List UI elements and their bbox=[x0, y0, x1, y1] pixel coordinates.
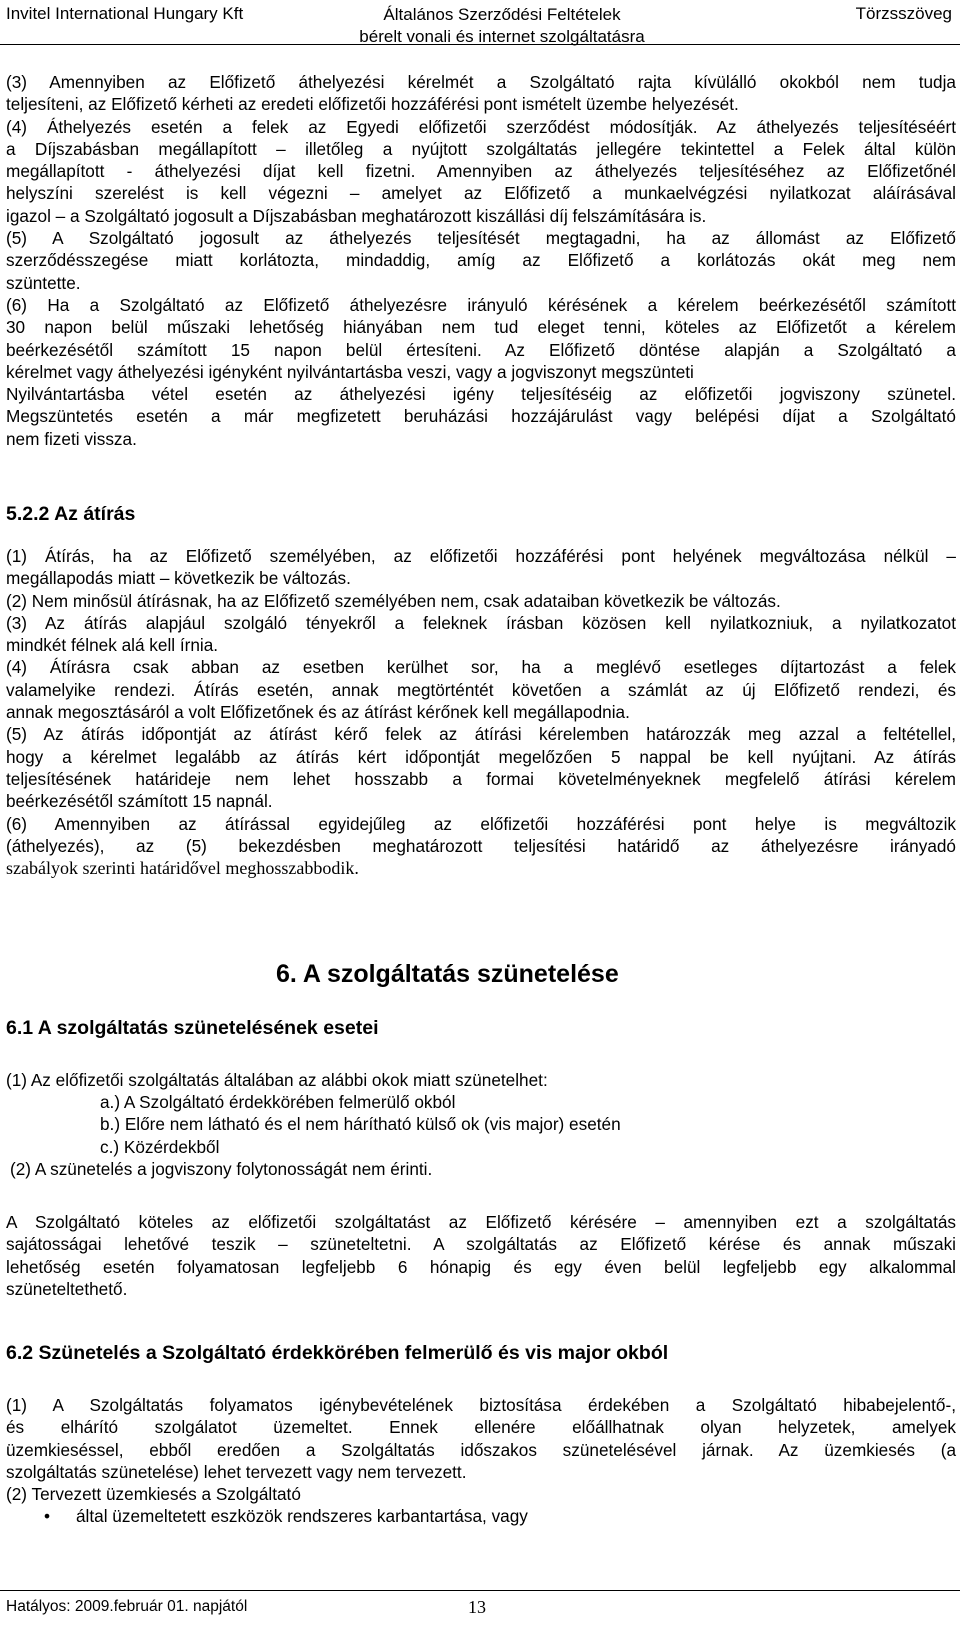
para-6-line: kérelmet vagy áthelyezési igényként nyilvántartásba veszi, vagy a jogviszonyt megszünteti bbox=[6, 361, 694, 382]
section-61-paragraph bbox=[6, 1211, 956, 1300]
para-6-line: Nyilvántartásba vétel esetén az áthelyezési igény teljesítéséig az előfizetői jogviszony szünetel. bbox=[6, 384, 956, 405]
section-522-line: (2) Nem minősül átírásnak, ha az Előfizető személyében nem, csak adataiban következik be változás. bbox=[6, 590, 781, 611]
para-6-line: Megszüntetés esetén a már megfizetett beruházási hozzájárulást vagy belépési díjat a Szolgáltató bbox=[6, 406, 956, 427]
footer-effective-date: Hatályos: 2009.február 01. napjától bbox=[6, 1598, 248, 1615]
para-4-line: a Díjszabásban megállapított – illetőleg a nyújtott szolgáltatás jellegére tekintettel a Felek által külön bbox=[6, 138, 956, 159]
header-rule bbox=[0, 44, 960, 45]
para-4-line: megállapított - áthelyezési díjat kell fizetni. Amennyiben az áthelyezés teljesítéséhez az Előfizetőnél bbox=[6, 161, 956, 182]
list-item: c.) Közérdekből bbox=[100, 1136, 220, 1157]
header-doc-type: Törzsszöveg bbox=[855, 4, 952, 23]
para-4-line: (4) Áthelyezés esetén a felek az Egyedi előfizetői szerződést módosítják. Az áthelyezés teljesítéséért bbox=[6, 116, 956, 137]
section-61-paragraph-line: szüneteltethető. bbox=[6, 1278, 128, 1299]
para-6-line: (6) Ha a Szolgáltató az Előfizető áthelyezésre irányuló kérésének a kérelem beérkezésétől számított bbox=[6, 294, 956, 315]
section-522-line: beérkezésétől számított 15 napnál. bbox=[6, 791, 273, 812]
page-number: 13 bbox=[468, 1597, 486, 1617]
section-522-line: (6) Amennyiben az átírással egyidejűleg az előfizetői hozzáférési pont helye is megváltozik bbox=[6, 813, 956, 834]
section-522-line: szabályok szerinti határidővel meghosszabbodik. bbox=[6, 858, 359, 879]
para-3-line: teljesíteni, az Előfizető kérheti az eredeti előfizetői hozzáférési pont ismételt üzembe helyezését. bbox=[6, 94, 739, 115]
section-522-line: (áthelyezés), az (5) bekezdésben meghatározott teljesítési határidő az áthelyezésre irányadó bbox=[6, 835, 956, 856]
para-6-line: 30 napon belül műszaki lehetőség hiányában nem tud eleget tenni, köteles az Előfizetőt a kérelem bbox=[6, 317, 956, 338]
section-522-line: annak megosztásáról a volt Előfizetőnek és az átírást kérőnek kell megállapodnia. bbox=[6, 702, 630, 723]
section-61-point-2: (2) A szünetelés a jogviszony folytonosságát nem érinti. bbox=[10, 1159, 433, 1179]
section-62-line: (1) A Szolgáltatás folyamatos igénybevételének biztosítása érdekében a Szolgáltató hibabejelentő-, bbox=[6, 1395, 956, 1415]
section-62-line: üzemkieséssel, ebből eredően a Szolgáltatás időszakos szünetelésével járnak. Az üzemkiesés (a bbox=[6, 1439, 956, 1460]
section-522-heading: 5.2.2 Az átírás bbox=[6, 503, 136, 525]
section-61-paragraph-line: sajátosságai lehetővé teszik – szüneteltetni. A szolgáltatás az Előfizető kérése és annak műszaki bbox=[6, 1234, 956, 1255]
header-company: Invitel International Hungary Kft bbox=[6, 4, 244, 23]
section-522-line: (4) Átírásra csak abban az esetben kerülhet sor, ha a meglévő esetleges díjtartozást a felek bbox=[6, 657, 956, 678]
section-61-paragraph-line: lehetőség esetén folyamatosan legfeljebb 6 hónapig és egy éven belül legfeljebb egy alkalommal bbox=[6, 1256, 956, 1277]
footer-rule bbox=[0, 1590, 960, 1591]
page-header bbox=[0, 0, 960, 44]
para-6-line: nem fizeti vissza. bbox=[6, 428, 137, 449]
para-5-line: szüntette. bbox=[6, 272, 81, 293]
para-6-line: beérkezésétől számított 15 napon belül értesíteni. Az Előfizető döntése alapján a Szolgáltató a bbox=[6, 339, 956, 360]
para-5-line: (5) A Szolgáltató jogosult az áthelyezés teljesítését megtagadni, ha az állomást az Előfizető bbox=[6, 228, 956, 249]
list-item: a.) A Szolgáltató érdekkörében felmerülő okból bbox=[100, 1092, 456, 1112]
section-522-line: hogy a kérelmet legalább az átírás kért időpontját megelőzően 5 nappal be kell nyújtani. Az átírás bbox=[6, 746, 956, 767]
header-title bbox=[359, 4, 644, 48]
section-522-line: valamelyike rendezi. Átírás esetén, annak megtörténtét követően a számlát az új Előfizető rendezi, és bbox=[6, 679, 956, 700]
bullet-item: által üzemeltetett eszközök rendszeres karbantartása, vagy bbox=[76, 1506, 528, 1526]
section-522-line: (1) Átírás, ha az Előfizető személyében, az előfizetői hozzáférési pont helyének megváltozása nélkül – bbox=[6, 546, 956, 566]
section-522-line: (3) Az átírás alapjául szolgáló tényekről a feleknek írásban közösen kell nyilatkozniuk, a nyilatkozatot bbox=[6, 612, 956, 633]
para-3-line: (3) Amennyiben az Előfizető áthelyezési kérelmét a Szolgáltató rajta kívülálló okokból nem tudja bbox=[6, 72, 956, 92]
header-title-line-1: Általános Szerződési Feltételek bbox=[383, 5, 621, 24]
section-61-paragraph-line: A Szolgáltató köteles az előfizetői szolgáltatást az Előfizető kérésére – amennyiben ezt a szolgáltatás bbox=[6, 1212, 956, 1232]
section-522-body bbox=[6, 545, 956, 879]
section-522-line: teljesítésének határideje nem lehet hosszabb a formai követelményeknek megfelelő átírási kérelem bbox=[6, 768, 956, 789]
chapter-6-heading: 6. A szolgáltatás szünetelése bbox=[276, 960, 619, 988]
section-522-line: megállapodás miatt – következik be változás. bbox=[6, 568, 351, 589]
section-61-intro: (1) Az előfizetői szolgáltatás általában az alábbi okok miatt szünetelhet: bbox=[6, 1070, 548, 1090]
section-522-line: mindkét félnek alá kell írnia. bbox=[6, 635, 219, 656]
list-item: b.) Előre nem látható és el nem hárítható külső ok (vis major) esetén bbox=[100, 1114, 621, 1135]
para-4-line: igazol – a Szolgáltató jogosult a Díjszabásban meghatározott kiszállási díj felszámítására is. bbox=[6, 205, 707, 226]
section-62-heading: 6.2 Szünetelés a Szolgáltató érdekkörében felmerülő és vis major okból bbox=[6, 1342, 669, 1364]
section-61-list bbox=[100, 1091, 621, 1158]
bullet-dot: • bbox=[44, 1506, 51, 1526]
para-4-line: helyszíni szerelést is kell végezni – amelyet az Előfizető a munkaelvégzési nyilatkozat aláírásával bbox=[6, 183, 956, 204]
section-62-body bbox=[6, 1394, 956, 1505]
section-520-tail bbox=[6, 71, 956, 450]
section-62-line: szolgáltatás szünetelése) lehet tervezett vagy nem tervezett. bbox=[6, 1461, 467, 1482]
section-62-line: (2) Tervezett üzemkiesés a Szolgáltató bbox=[6, 1484, 301, 1505]
section-522-line: (5) Az átírás időpontját az átírást kérő felek az átírási kérelemben határozzák meg azzal a feltétellel, bbox=[6, 724, 956, 745]
para-5-line: szerződésszegése miatt korlátozta, mindaddig, amíg az Előfizető a korlátozás okát meg nem bbox=[6, 250, 956, 271]
header-title-line-2: bérelt vonali és internet szolgáltatásra bbox=[359, 27, 645, 46]
section-62-line: és elhárító szolgálatot üzemeltet. Ennek ellenére előállhatnak olyan helyzetek, amelyek bbox=[6, 1417, 956, 1438]
section-61-heading: 6.1 A szolgáltatás szünetelésének esetei bbox=[6, 1017, 379, 1039]
